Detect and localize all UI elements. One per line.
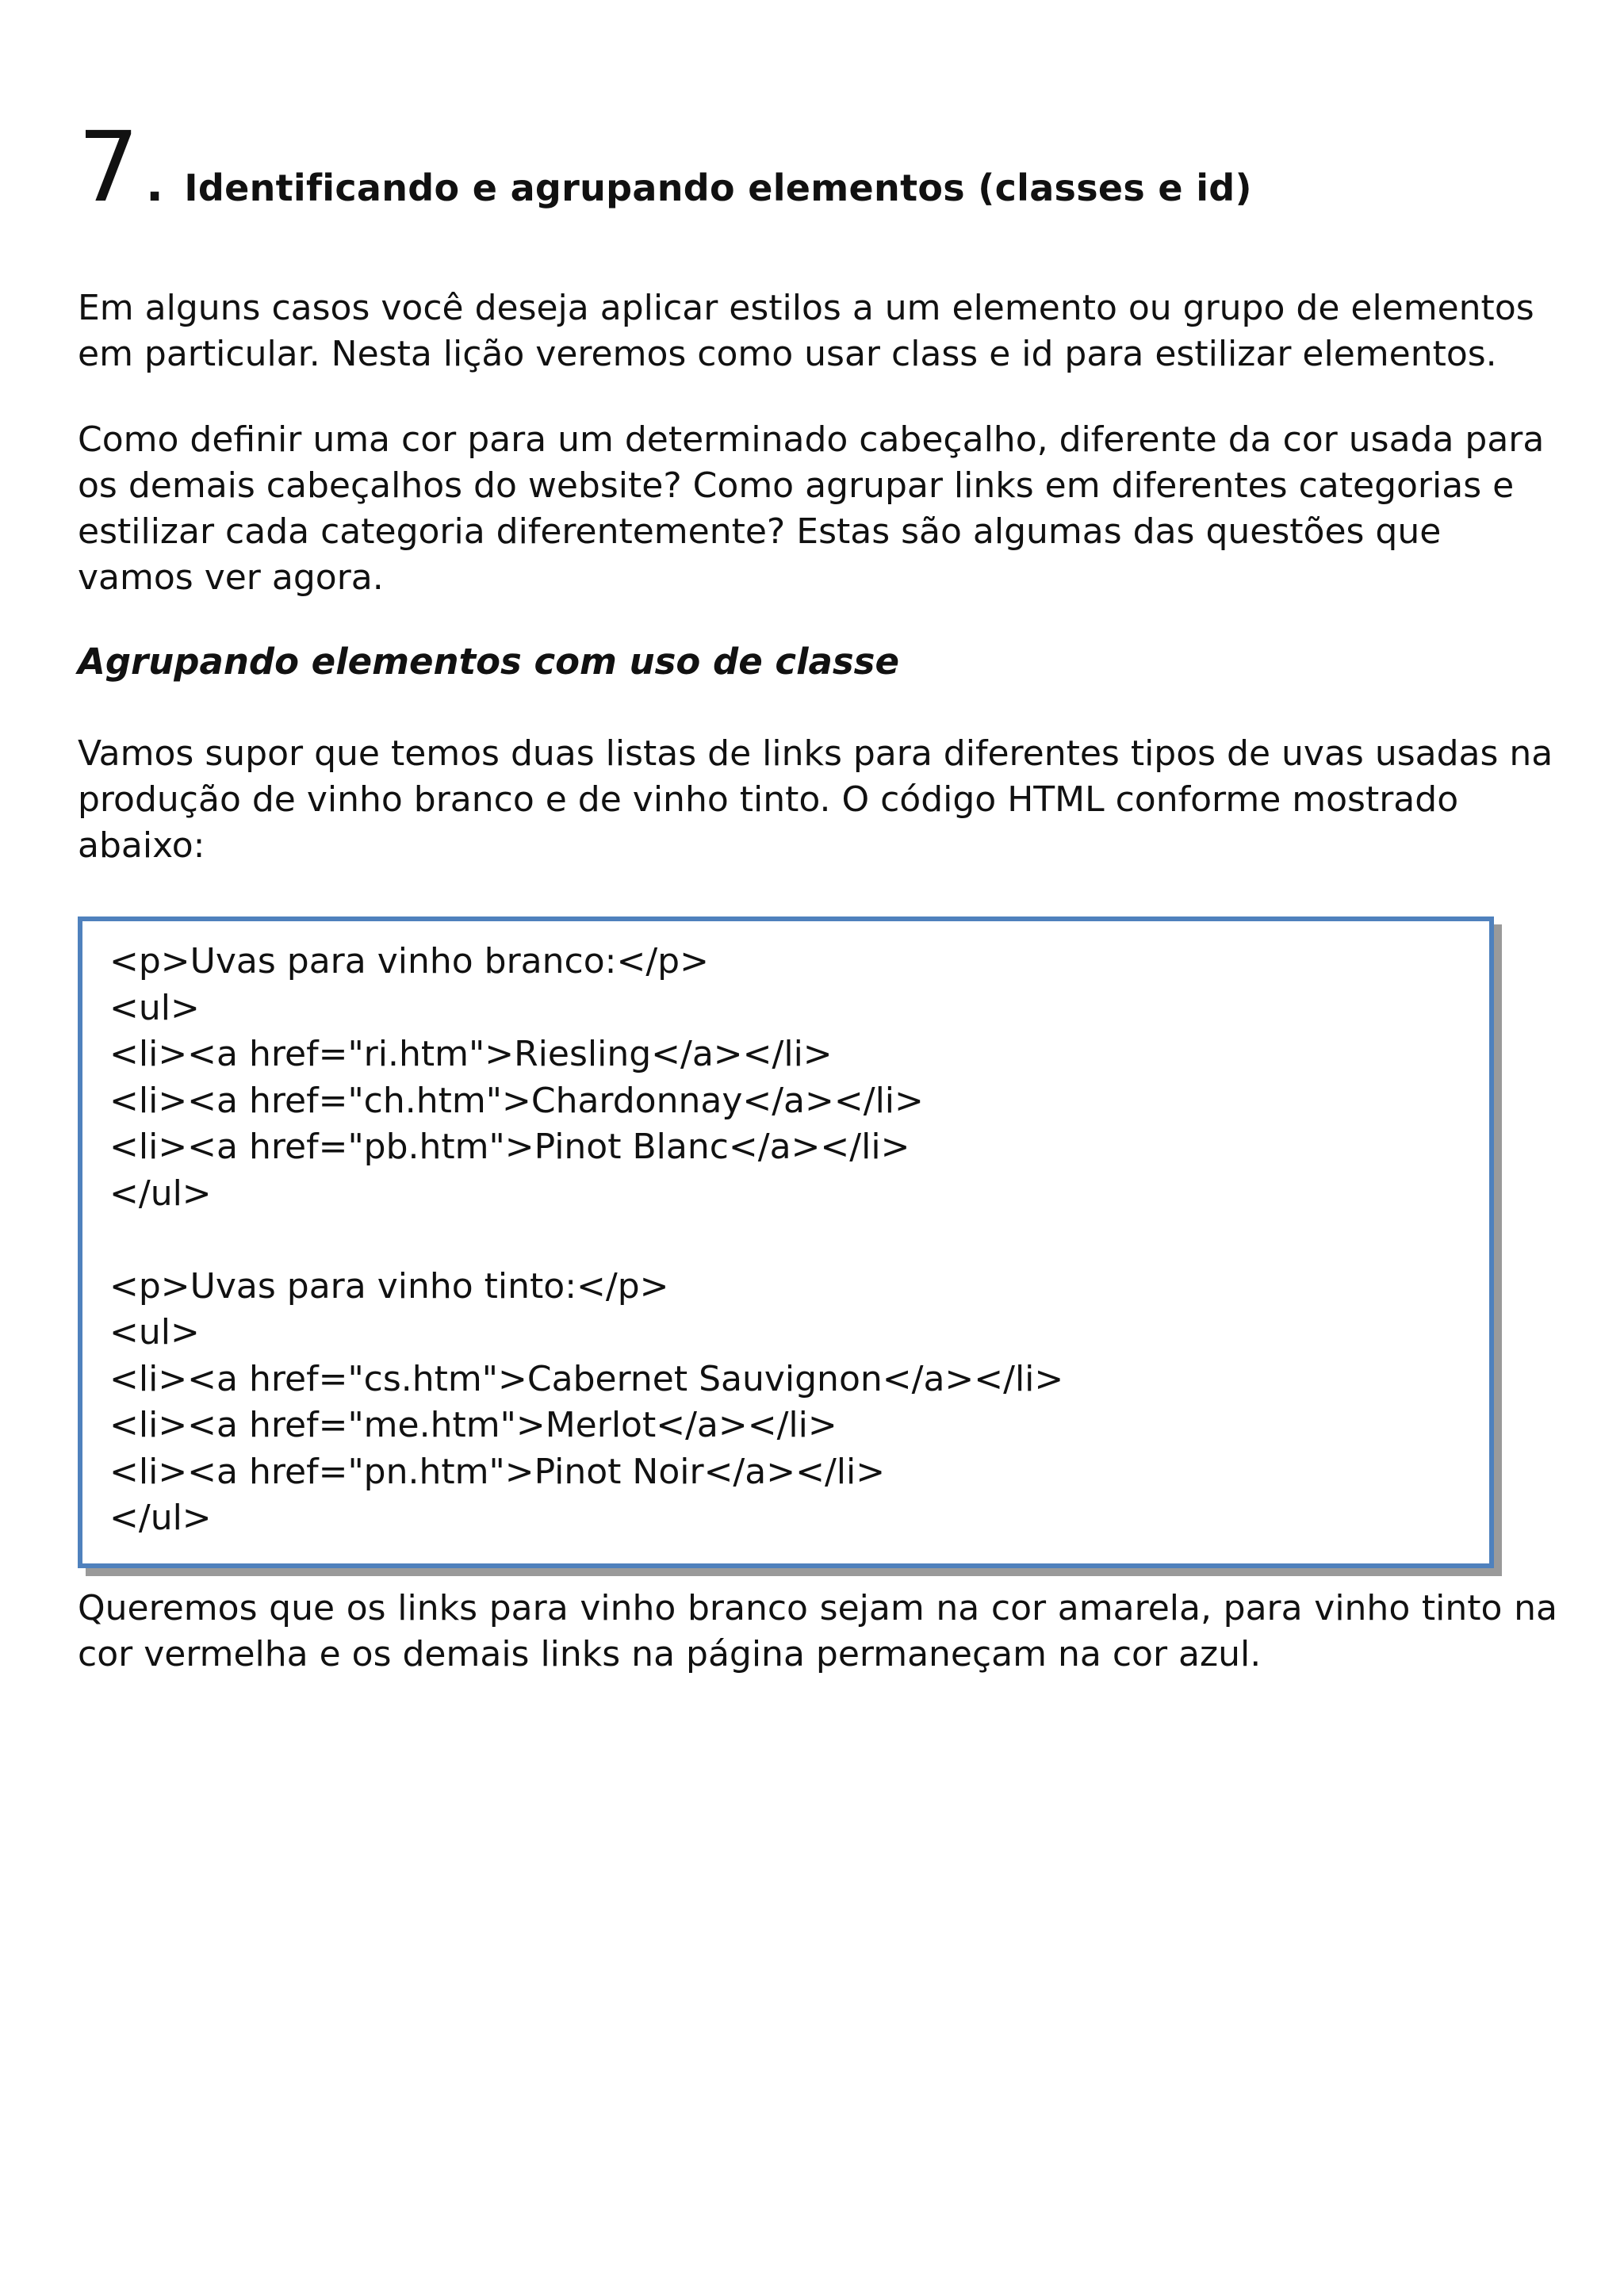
code-line: <ul> — [109, 987, 200, 1028]
code-line: <li><a href="pn.htm">Pinot Noir</a></li> — [109, 1451, 886, 1492]
section-number: 7 — [78, 111, 140, 224]
code-line: <p>Uvas para vinho branco:</p> — [109, 941, 709, 982]
intro-paragraph: Em alguns casos você deseja aplicar estilos a um elemento ou grupo de elementos em particular. Nesta lição veremos como usar class e id para estilizar elementos. — [78, 288, 1534, 374]
goal-paragraph: Queremos que os links para vinho branco sejam na cor amarela, para vinho tinto na cor vermelha e os demais links na página permaneçam na cor azul. — [78, 1588, 1557, 1674]
section-heading — [78, 111, 1557, 224]
code-line: <li><a href="ch.htm">Chardonnay</a></li> — [109, 1080, 924, 1121]
code-line: </ul> — [109, 1173, 212, 1214]
section-number-dot: . — [145, 157, 164, 212]
code-line: <li><a href="pb.htm">Pinot Blanc</a></li> — [109, 1127, 910, 1167]
code-line: <li><a href="ri.htm">Riesling</a></li> — [109, 1034, 833, 1074]
subheading: Agrupando elementos com uso de classe — [78, 641, 899, 683]
code-line: <li><a href="me.htm">Merlot</a></li> — [109, 1405, 837, 1445]
code-line: <li><a href="cs.htm">Cabernet Sauvignon</a></li> — [109, 1358, 1064, 1399]
code-line: </ul> — [109, 1498, 212, 1538]
example-paragraph: Vamos supor que temos duas listas de links para diferentes tipos de uvas usadas na produção de vinho branco e de vinho tinto. O código HTML conforme mostrado abaixo: — [78, 733, 1553, 866]
code-line-blank — [109, 1217, 1489, 1264]
code-example-box — [78, 916, 1494, 1568]
code-line: <p>Uvas para vinho tinto:</p> — [109, 1265, 669, 1307]
code-line: <ul> — [109, 1312, 200, 1353]
questions-paragraph: Como definir uma cor para um determinado cabeçalho, diferente da cor usada para os demais cabeçalhos do website? Como agrupar links em diferentes categorias e estilizar cada categoria diferentemente? Estas são algumas das questões que vamos ver agora. — [78, 419, 1545, 598]
section-title: Identificando e agrupando elementos (classes e id) — [184, 166, 1252, 209]
document-page — [78, 111, 1557, 1678]
